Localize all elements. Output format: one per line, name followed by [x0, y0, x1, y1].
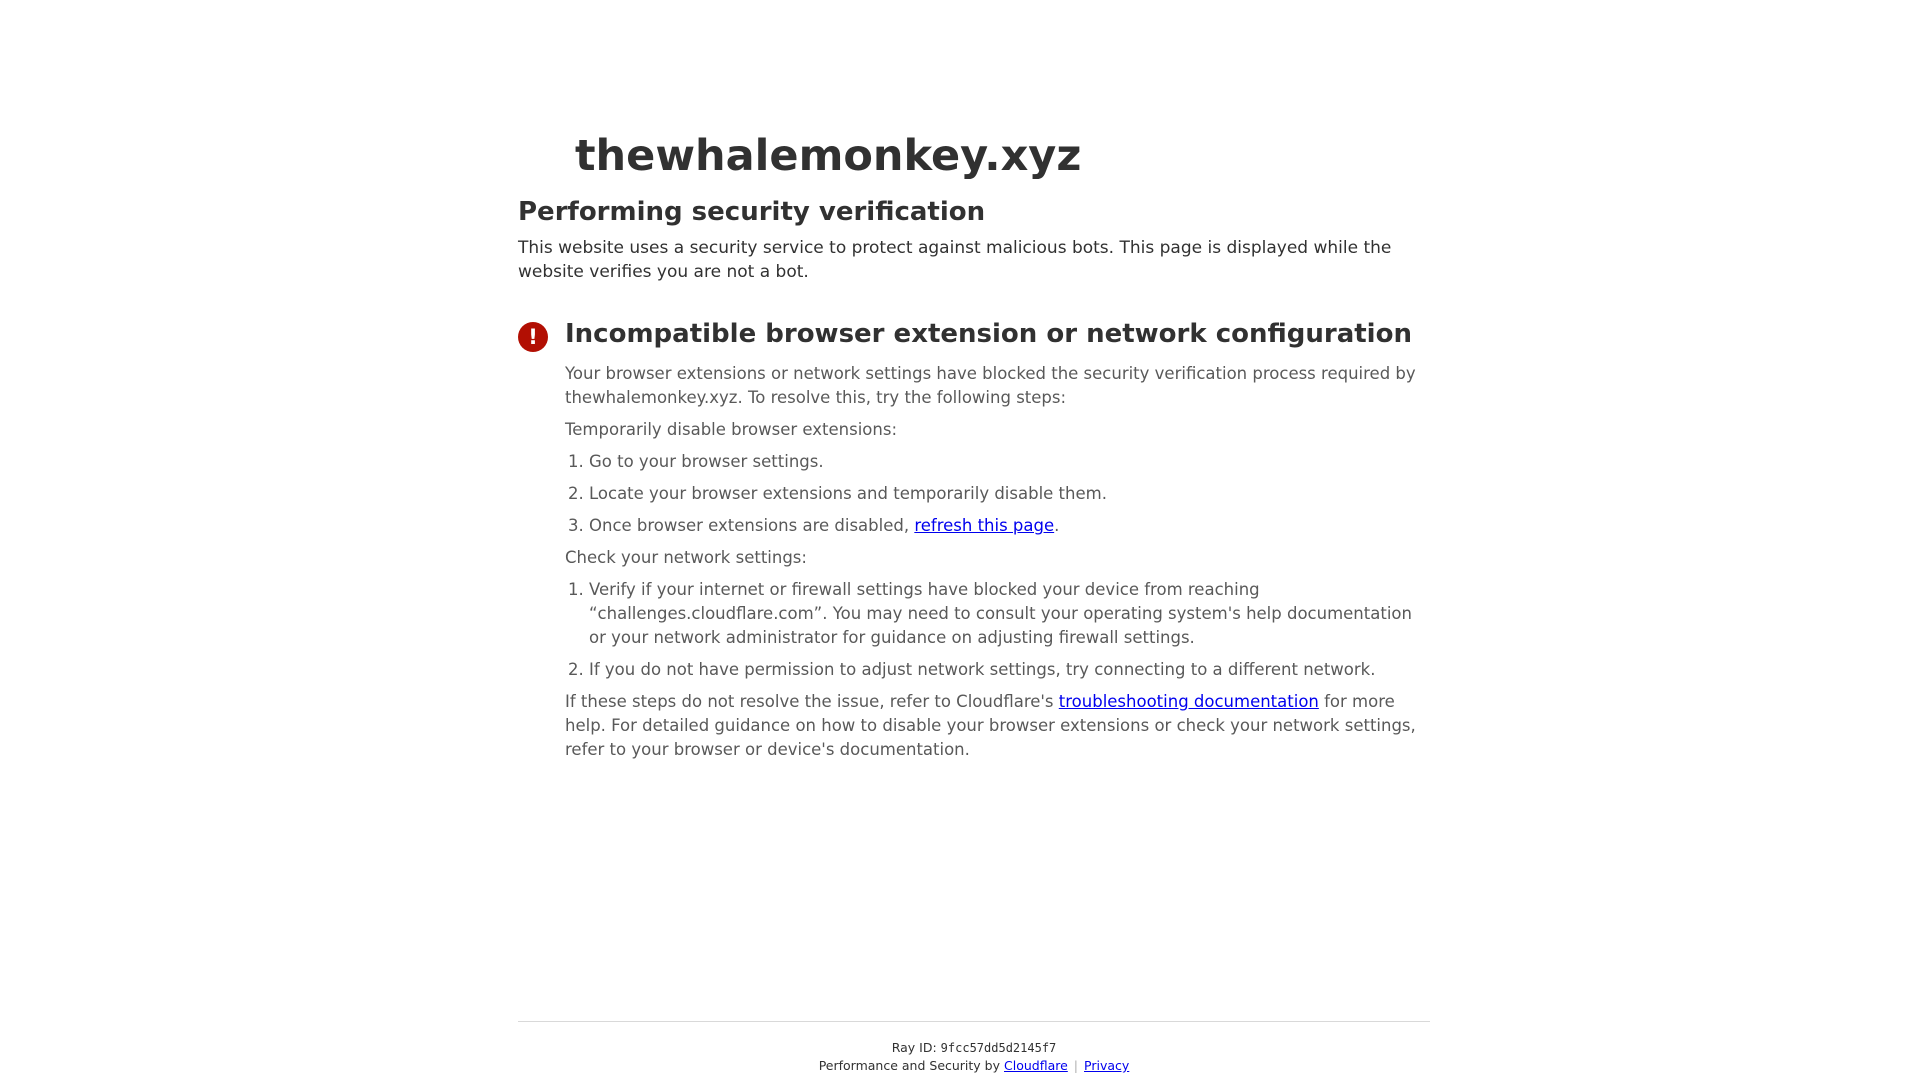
- network-step: 1. Verify if your internet or firewall settings have blocked your device from reaching “challenges.cloudflare.com”. You may need to consult your operating system's help documentation or your network administrator for guidance on adjusting firewall settings.: [589, 578, 1430, 650]
- performance-line: [518, 1057, 1430, 1075]
- error-panel: [518, 316, 1430, 762]
- extension-step: [589, 514, 1430, 538]
- performance-label: Performance and Security by: [818, 1058, 1004, 1073]
- network-step: 2. If you do not have permission to adjust network settings, try connecting to a different network.: [589, 658, 1430, 682]
- ray-id-label: Ray ID:: [891, 1040, 941, 1055]
- cloudflare-link[interactable]: Cloudflare: [1004, 1058, 1068, 1073]
- ray-id-value: 9fcc57dd5d2145f7: [940, 1041, 1057, 1055]
- troubleshooting-docs-link[interactable]: troubleshooting documentation: [1058, 692, 1319, 711]
- network-steps-list: [565, 578, 1430, 682]
- verification-heading: Performing security verification: [518, 197, 986, 227]
- error-intro: Your browser extensions or network settings have blocked the security verification process required by thewhalemonkey.xyz. To resolve this, try the following steps:: [565, 364, 1416, 407]
- closing-text-prefix: If these steps do not resolve the issue, refer to Cloudflare's: [565, 692, 1059, 711]
- error-body: [565, 362, 1430, 762]
- ray-id-line: [518, 1039, 1430, 1057]
- extension-step-suffix: .: [1054, 516, 1060, 535]
- extensions-heading: Temporarily disable browser extensions:: [565, 420, 897, 439]
- extension-step: 1. Go to your browser settings.: [589, 450, 1430, 474]
- error-title: Incompatible browser extension or network configuration: [565, 319, 1412, 349]
- network-heading: Check your network settings:: [565, 548, 807, 567]
- extension-step: 2. Locate your browser extensions and temporarily disable them.: [589, 482, 1430, 506]
- verification-description: This website uses a security service to protect against malicious bots. This page is displayed while the website verifies you are not a bot.: [518, 238, 1392, 282]
- closing-text-suffix: for more help. For detailed guidance on how to disable your browser extensions or check your network settings, refer to your browser or device's documentation.: [565, 692, 1416, 759]
- refresh-page-link[interactable]: refresh this page: [914, 516, 1055, 535]
- main-content: [518, 128, 1430, 762]
- extension-steps-list: [565, 450, 1430, 538]
- footer-separator: |: [1073, 1058, 1079, 1073]
- exclamation-icon: !: [518, 322, 548, 352]
- privacy-link[interactable]: Privacy: [1084, 1058, 1130, 1073]
- site-domain-title: thewhalemonkey.xyz: [575, 131, 1082, 181]
- footer: [518, 1021, 1430, 1075]
- closing-help-text: [565, 690, 1430, 762]
- extension-step-text: Once browser extensions are disabled,: [589, 516, 915, 535]
